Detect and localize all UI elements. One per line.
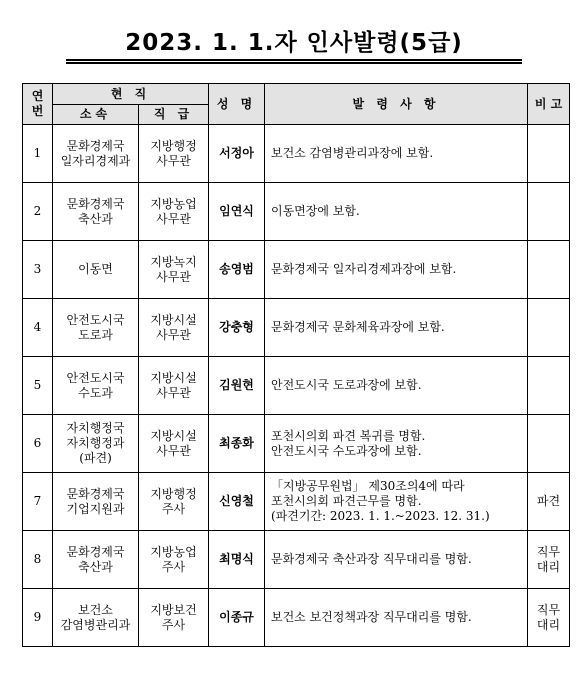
cell-note [528, 183, 570, 241]
cell-note [528, 299, 570, 357]
cell-dept: 문화경제국 축산과 [53, 531, 139, 589]
cell-order: 이동면장에 보함. [265, 183, 528, 241]
table-row [23, 125, 570, 183]
cell-no: 6 [23, 415, 53, 473]
cell-note: 직무 대리 [528, 531, 570, 589]
cell-order: 「지방공무원법」 제30조의4에 따라 포천시의회 파견근무를 명함. (파견기간: 2023. 1. 1.~2023. 12. 31.) [265, 473, 528, 531]
cell-note [528, 125, 570, 183]
cell-note: 파견 [528, 473, 570, 531]
cell-no: 8 [23, 531, 53, 589]
cell-rank: 지방녹지 사무관 [139, 241, 209, 299]
header-current-position: 현 직 [53, 84, 209, 105]
cell-rank: 지방시설 사무관 [139, 299, 209, 357]
cell-rank: 지방시설 사무관 [139, 357, 209, 415]
cell-name: 최명식 [209, 531, 265, 589]
cell-order: 포천시의회 파견 복귀를 명함. 안전도시국 수도과장에 보함. [265, 415, 528, 473]
header-name: 성 명 [209, 84, 265, 125]
personnel-order-table [22, 83, 570, 647]
cell-dept: 문화경제국 축산과 [53, 183, 139, 241]
cell-rank: 지방시설 사무관 [139, 415, 209, 473]
cell-no: 2 [23, 183, 53, 241]
table-row [23, 241, 570, 299]
page-title: 2023. 1. 1.자 인사발령(5급) [125, 30, 463, 56]
cell-no: 1 [23, 125, 53, 183]
table-row [23, 415, 570, 473]
table-row [23, 473, 570, 531]
cell-dept: 자치행정국 자치행정과 (파견) [53, 415, 139, 473]
table-row [23, 531, 570, 589]
table-row [23, 183, 570, 241]
table-row [23, 299, 570, 357]
cell-order: 문화경제국 문화체육과장에 보함. [265, 299, 528, 357]
header-order: 발 령 사 항 [265, 84, 528, 125]
cell-order: 보건소 감염병관리과장에 보함. [265, 125, 528, 183]
cell-note: 직무 대리 [528, 589, 570, 647]
cell-dept: 문화경제국 일자리경제과 [53, 125, 139, 183]
cell-name: 신영철 [209, 473, 265, 531]
cell-no: 4 [23, 299, 53, 357]
cell-rank: 지방농업 주사 [139, 531, 209, 589]
cell-dept: 문화경제국 기업지원과 [53, 473, 139, 531]
cell-order: 문화경제국 일자리경제과장에 보함. [265, 241, 528, 299]
header-dept: 소속 [53, 105, 139, 125]
table-row [23, 589, 570, 647]
title-underline-second [66, 62, 522, 64]
cell-name: 강충형 [209, 299, 265, 357]
cell-dept: 이동면 [53, 241, 139, 299]
cell-name: 최종화 [209, 415, 265, 473]
cell-name: 서정아 [209, 125, 265, 183]
header-rank: 직 급 [139, 105, 209, 125]
cell-dept: 안전도시국 도로과 [53, 299, 139, 357]
title-underline [66, 59, 522, 61]
cell-rank: 지방보건 주사 [139, 589, 209, 647]
cell-name: 김원현 [209, 357, 265, 415]
cell-name: 이종규 [209, 589, 265, 647]
header-note: 비 고 [528, 84, 570, 125]
header-no: 연 번 [23, 84, 53, 125]
cell-order: 안전도시국 도로과장에 보함. [265, 357, 528, 415]
cell-no: 9 [23, 589, 53, 647]
cell-no: 7 [23, 473, 53, 531]
cell-rank: 지방행정 사무관 [139, 125, 209, 183]
cell-order: 보건소 보건정책과장 직무대리를 명함. [265, 589, 528, 647]
cell-rank: 지방행정 주사 [139, 473, 209, 531]
cell-note [528, 241, 570, 299]
cell-rank: 지방농업 사무관 [139, 183, 209, 241]
cell-name: 송영범 [209, 241, 265, 299]
cell-dept: 안전도시국 수도과 [53, 357, 139, 415]
cell-note [528, 357, 570, 415]
cell-name: 임연식 [209, 183, 265, 241]
cell-dept: 보건소 감염병관리과 [53, 589, 139, 647]
table-row [23, 357, 570, 415]
cell-no: 5 [23, 357, 53, 415]
cell-order: 문화경제국 축산과장 직무대리를 명함. [265, 531, 528, 589]
cell-note [528, 415, 570, 473]
cell-no: 3 [23, 241, 53, 299]
